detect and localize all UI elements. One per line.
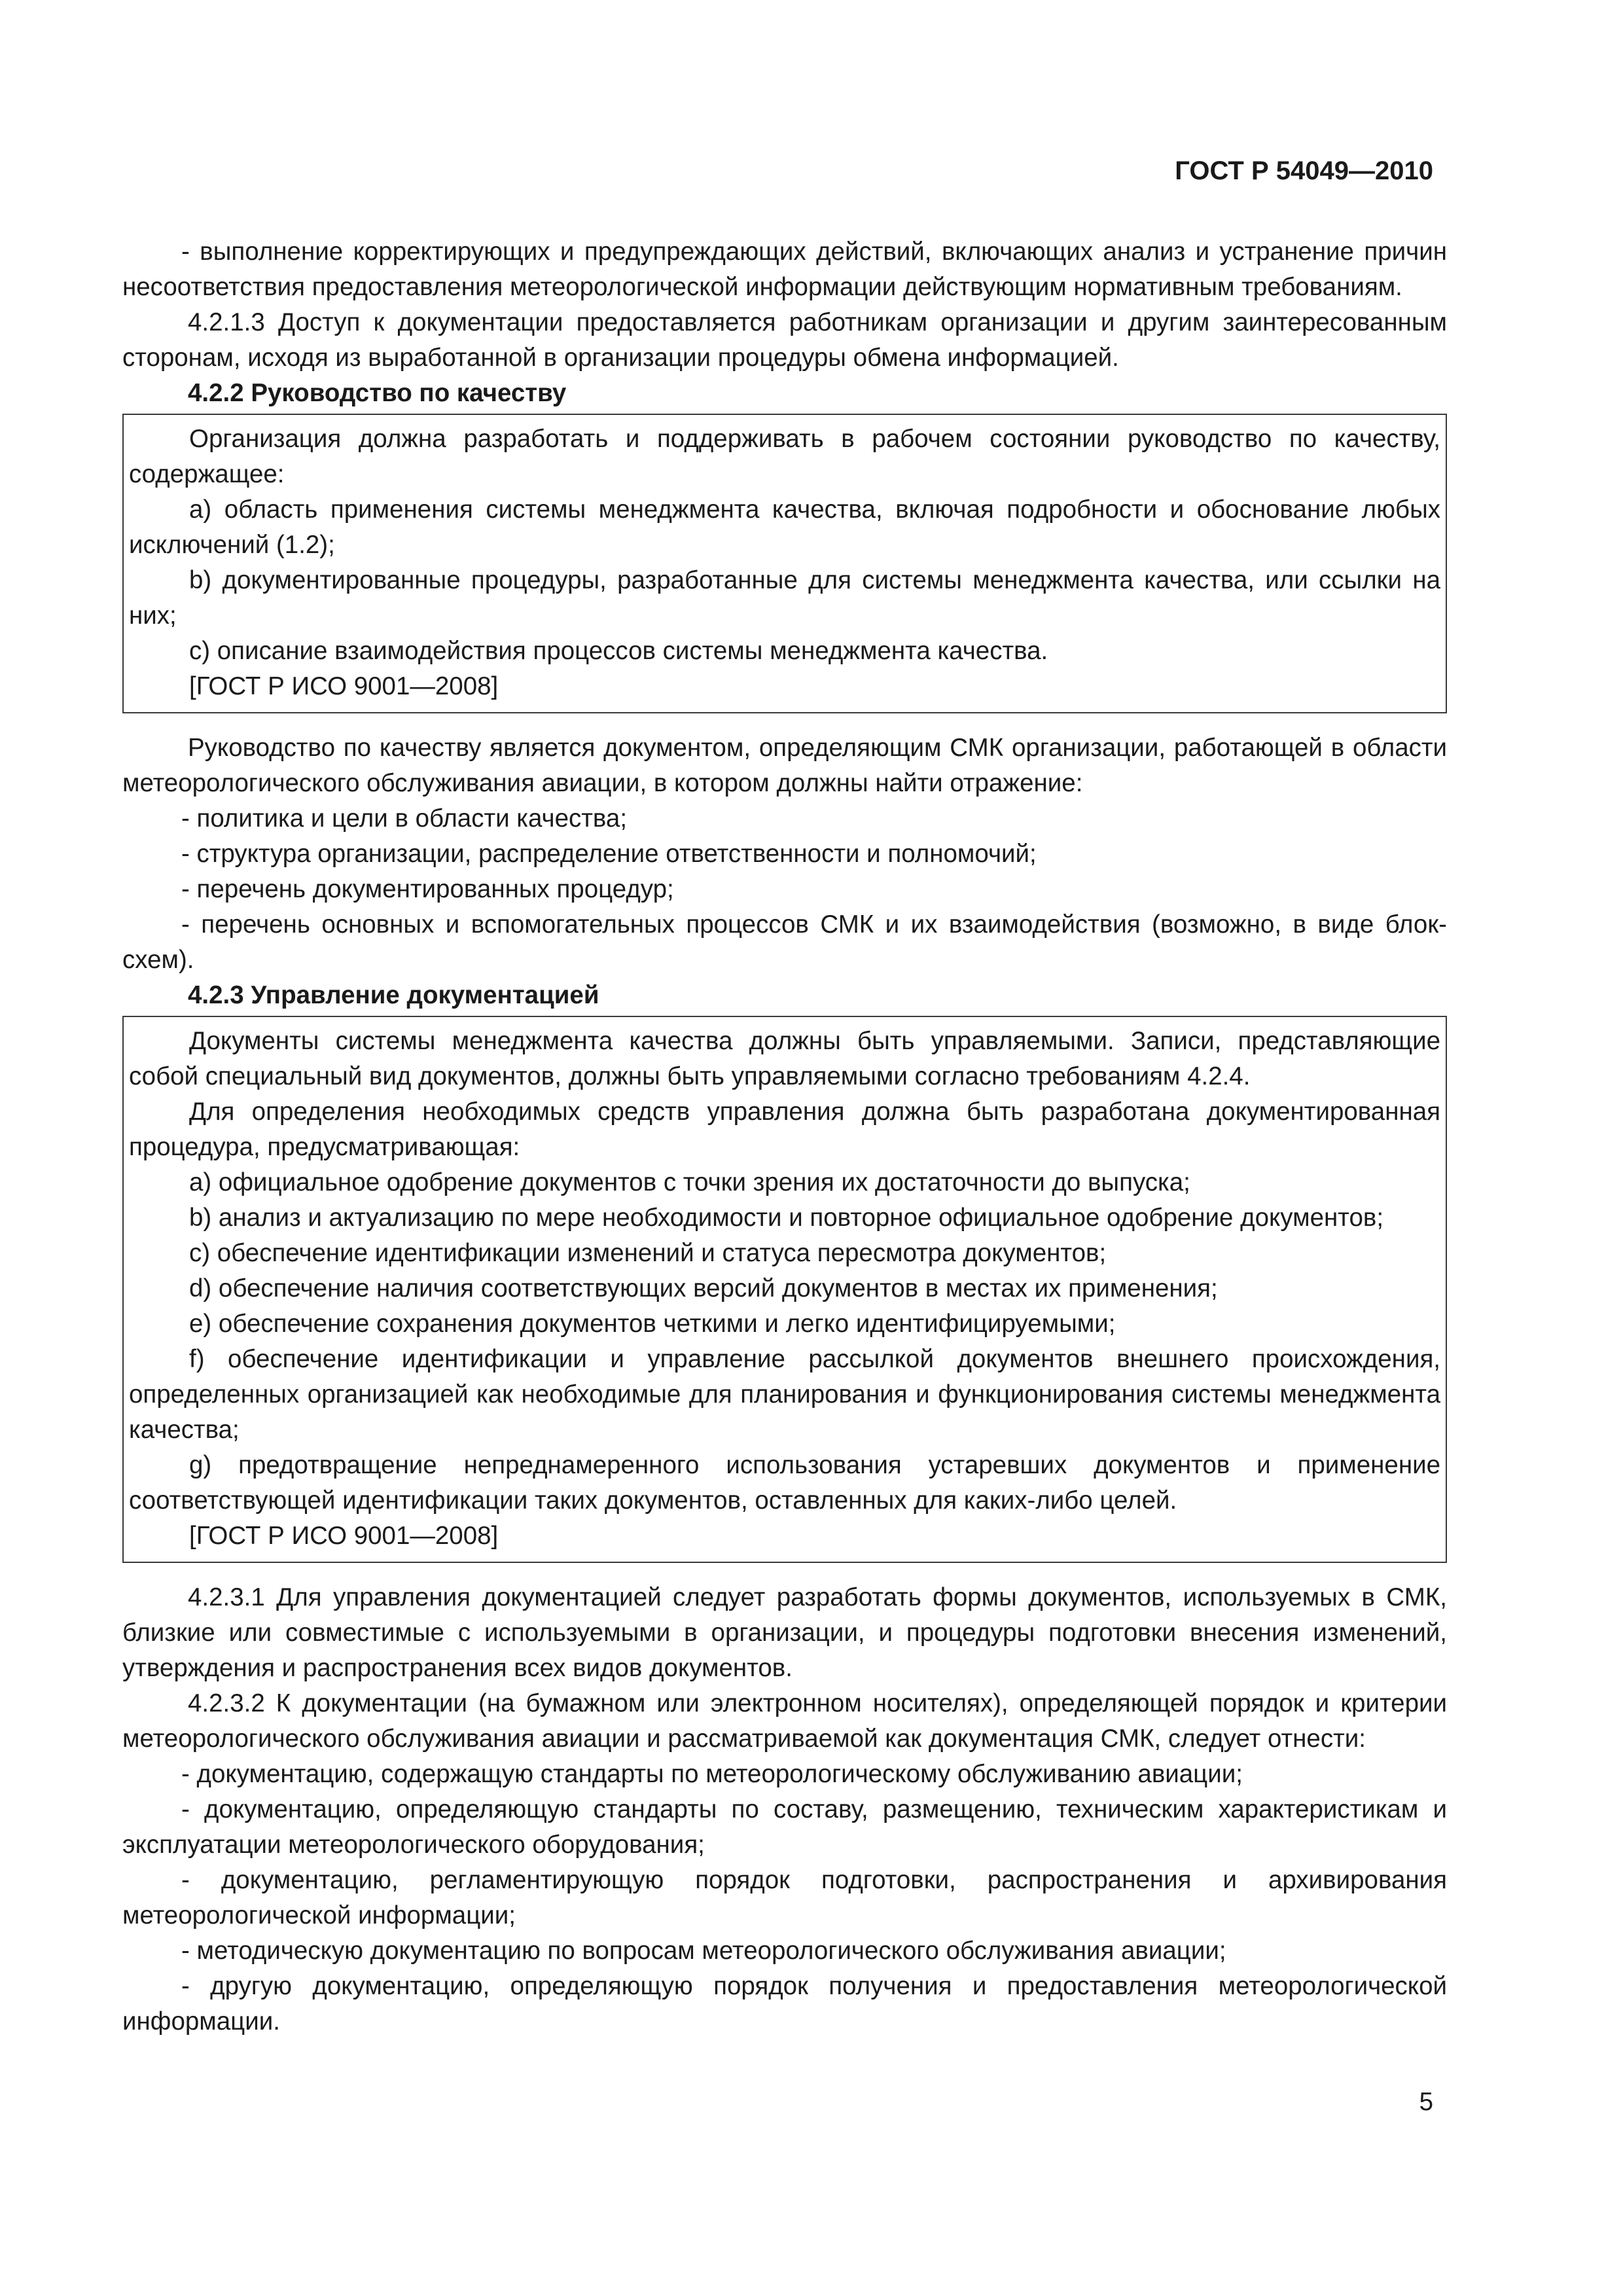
list-item: - документацию, определяющую стандарты по составу, размещению, техническим характеристикам и эксплуатации метеорологического оборудования;: [122, 1795, 1447, 1859]
box-list-item: a) официальное одобрение документов с точки зрения их достаточности до выпуска;: [189, 1168, 1190, 1196]
box-paragraph: Документы системы менеджмента качества должны быть управляемыми. Записи, представляющие собой специальный вид документов, должны быть управляемыми согласно требованиям 4.2.4.: [129, 1027, 1440, 1090]
list-item: - документацию, регламентирующую порядок подготовки, распространения и архивирования метеорологической информации;: [122, 1866, 1447, 1929]
box-list-item: c) обеспечение идентификации изменений и статуса пересмотра документов;: [189, 1239, 1107, 1267]
box-list-item: d) обеспечение наличия соответствующих версий документов в местах их применения;: [189, 1274, 1218, 1302]
list-item: - методическую документацию по вопросам метеорологического обслуживания авиации;: [181, 1937, 1226, 1965]
box-paragraph: Организация должна разработать и поддерживать в рабочем состоянии руководство по качеству, содержащее:: [129, 425, 1440, 488]
list-item: - документацию, содержащую стандарты по метеорологическому обслуживанию авиации;: [181, 1760, 1243, 1788]
box-list-item: g) предотвращение непреднамеренного использования устаревших документов и применение соответствующей идентификации таких документов, оставленных для каких-либо целей.: [129, 1451, 1440, 1515]
box-list-item: b) анализ и актуализацию по мере необходимости и повторное официальное одобрение документов;: [189, 1204, 1384, 1232]
list-item: - другую документацию, определяющую порядок получения и предоставления метеорологической информации.: [122, 1972, 1447, 2036]
paragraph: 4.2.1.3 Доступ к документации предоставляется работникам организации и другим заинтересованным сторонам, исходя из выработанной в организации процедуры обмена информацией.: [122, 308, 1447, 372]
box-list-item: c) описание взаимодействия процессов системы менеджмента качества.: [189, 637, 1048, 665]
page-number: 5: [1419, 2088, 1433, 2116]
section-heading-4-2-2: 4.2.2 Руководство по качеству: [188, 379, 567, 407]
standard-header: ГОСТ Р 54049—2010: [1175, 156, 1433, 185]
box-list-item: e) обеспечение сохранения документов четкими и легко идентифицируемыми;: [189, 1310, 1116, 1338]
list-item: - перечень документированных процедур;: [181, 875, 674, 903]
box-reference: [ГОСТ Р ИСО 9001—2008]: [189, 1522, 499, 1550]
list-item: - перечень основных и вспомогательных процессов СМК и их взаимодействия (возможно, в виде блок-схем).: [122, 910, 1447, 974]
paragraph: - выполнение корректирующих и предупреждающих действий, включающих анализ и устранение причин несоответствия предоставления метеорологической информации действующим нормативным требованиям.: [122, 238, 1447, 301]
page-content: [122, 234, 1447, 2039]
box-list-item: f) обеспечение идентификации и управление рассылкой документов внешнего происхождения, определенных организацией как необходимые для планирования и функционирования системы менеджмента качества;: [129, 1345, 1440, 1444]
paragraph: 4.2.3.1 Для управления документацией следует разработать формы документов, используемых в СМК, близкие или совместимые с используемыми в организации, и процедуры подготовки внесения изменений, утверждения и распространения всех видов документов.: [122, 1583, 1447, 1682]
box-list-item: b) документированные процедуры, разработанные для системы менеджмента качества, или ссылки на них;: [129, 566, 1440, 630]
box-paragraph: Для определения необходимых средств управления должна быть разработана документированная процедура, предусматривающая:: [129, 1098, 1440, 1161]
list-item: - политика и цели в области качества;: [181, 804, 628, 833]
quote-box-iso-9001: [122, 414, 1447, 713]
box-list-item: a) область применения системы менеджмента качества, включая подробности и обоснование любых исключений (1.2);: [129, 495, 1440, 559]
paragraph: 4.2.3.2 К документации (на бумажном или электронном носителях), определяющей порядок и критерии метеорологического обслуживания авиации и рассматриваемой как документация СМК, следует отнести:: [122, 1689, 1447, 1753]
list-item: - структура организации, распределение ответственности и полномочий;: [181, 840, 1037, 868]
quote-box-iso-9001: [122, 1016, 1447, 1563]
section-heading-4-2-3: 4.2.3 Управление документацией: [188, 981, 599, 1009]
paragraph: Руководство по качеству является документом, определяющим СМК организации, работающей в области метеорологического обслуживания авиации, в котором должны найти отражение:: [122, 734, 1447, 797]
box-reference: [ГОСТ Р ИСО 9001—2008]: [189, 672, 499, 700]
